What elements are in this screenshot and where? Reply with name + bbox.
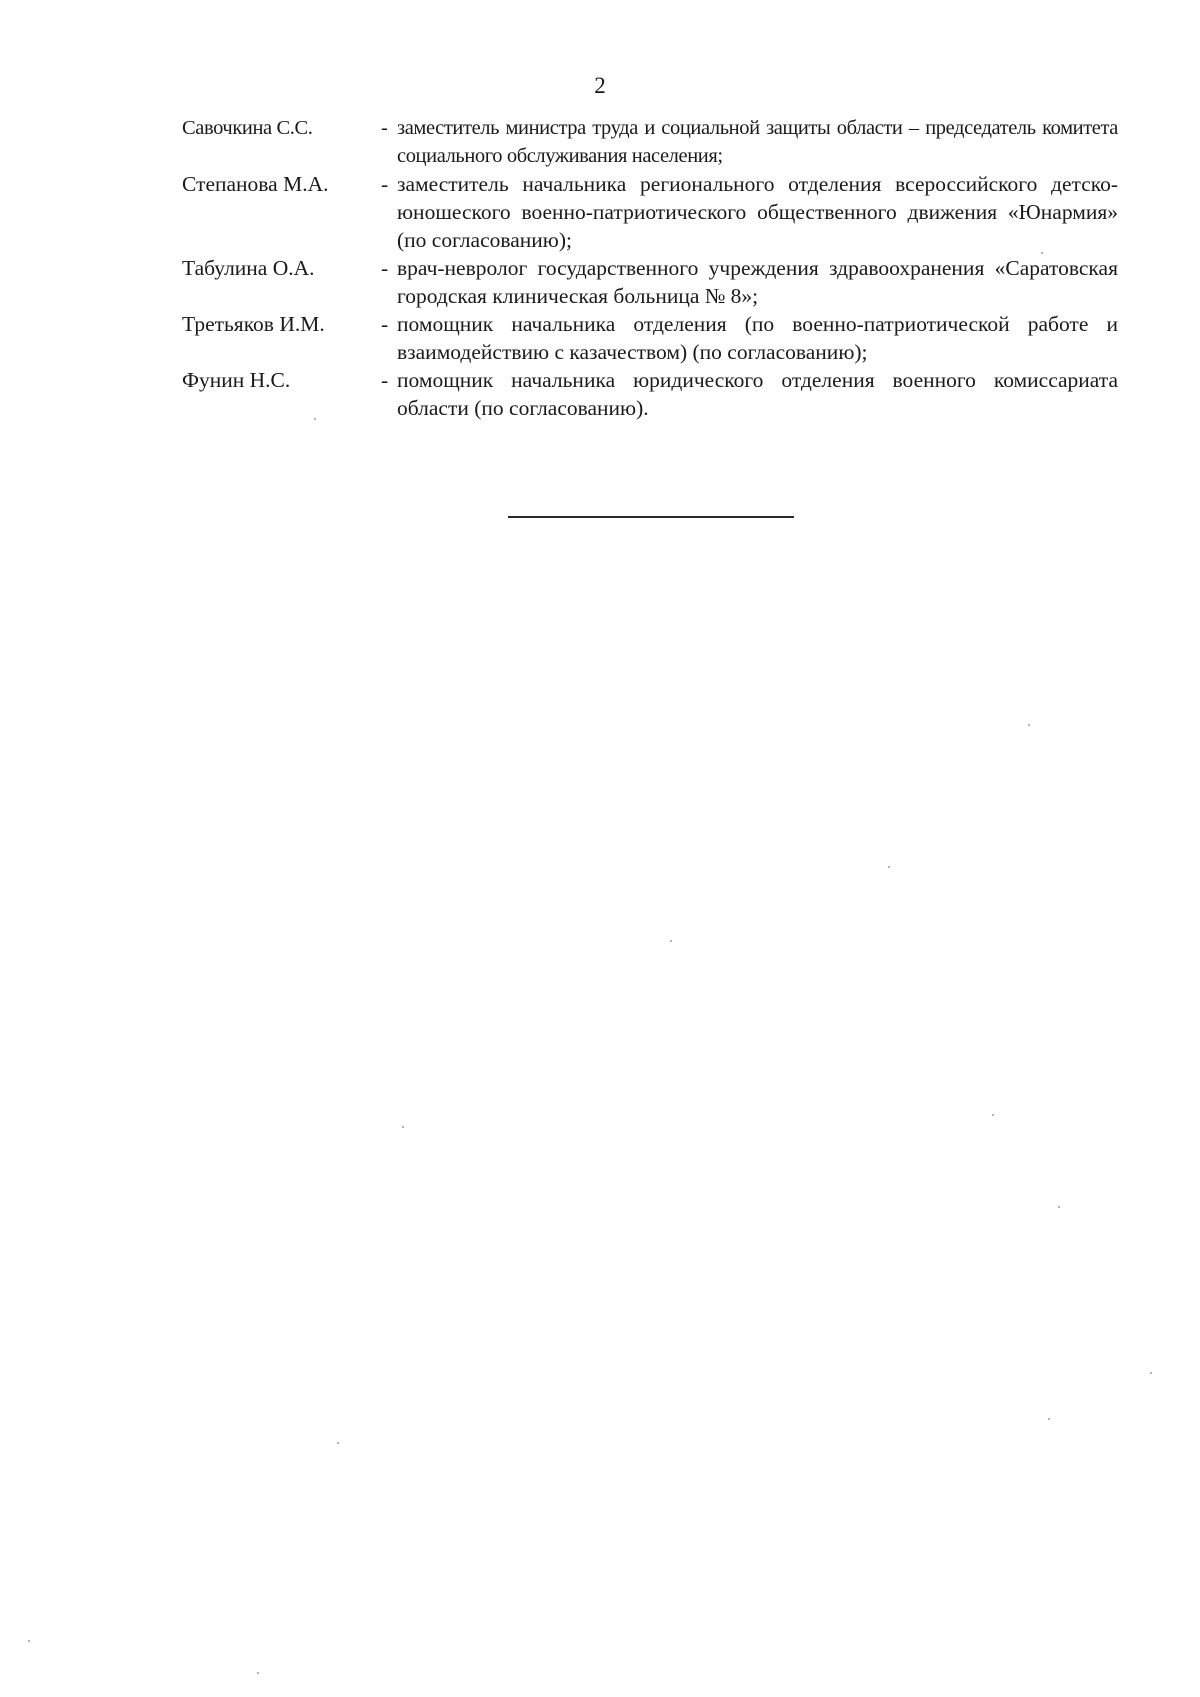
scan-speck [670,940,672,942]
scan-speck [1058,1206,1060,1208]
scan-speck [1028,724,1030,726]
scan-speck [992,1114,994,1116]
member-name: Степанова М.А. [182,172,329,196]
member-description-text: помощник начальника юридического отделения военного комиссариата области (по согласованию). [397,368,1118,420]
scan-speck [337,1442,339,1444]
list-dash: - [381,368,389,392]
scan-speck [1150,1372,1152,1374]
member-description-text: заместитель министра труда и социальной защиты области – председатель комитета социального обслуживания населения; [397,117,1118,167]
member-description-text: помощник начальника отделения (по военно-патриотической работе и взаимодействию с казачеством) (по согласованию); [397,312,1118,364]
member-description-text: врач-невролог государственного учреждения здравоохранения «Саратовская городская клиническая больница № 8»; [397,256,1118,308]
member-description [381,114,1118,170]
member-row [182,114,1118,170]
list-dash: - [381,256,389,280]
member-name: Фунин Н.С. [182,368,291,392]
scan-speck [1041,252,1043,254]
member-description [381,170,1118,254]
page-number: 2 [594,73,606,98]
member-list [182,114,1118,422]
member-row [182,310,1118,366]
member-name: Третьяков И.М. [182,312,325,336]
member-description [381,366,1118,422]
member-description [381,254,1118,310]
member-description-text: заместитель начальника регионального отделения всероссийского детско-юношеского военно-патриотического общественного движения «Юнармия» (по согласованию); [397,172,1118,252]
list-dash: - [381,172,389,196]
member-row [182,254,1118,310]
scan-speck [1048,1418,1050,1420]
member-name: Савочкина С.С. [182,117,313,139]
member-description [381,310,1118,366]
closing-rule [508,516,794,518]
scan-speck [257,1672,259,1674]
scan-speck [314,418,316,420]
scan-speck [888,866,890,868]
list-dash: - [381,117,388,139]
list-dash: - [381,312,389,336]
scan-speck [28,1640,30,1642]
member-name: Табулина О.А. [182,256,315,280]
scan-speck [402,1126,404,1128]
member-row [182,366,1118,422]
member-row [182,170,1118,254]
